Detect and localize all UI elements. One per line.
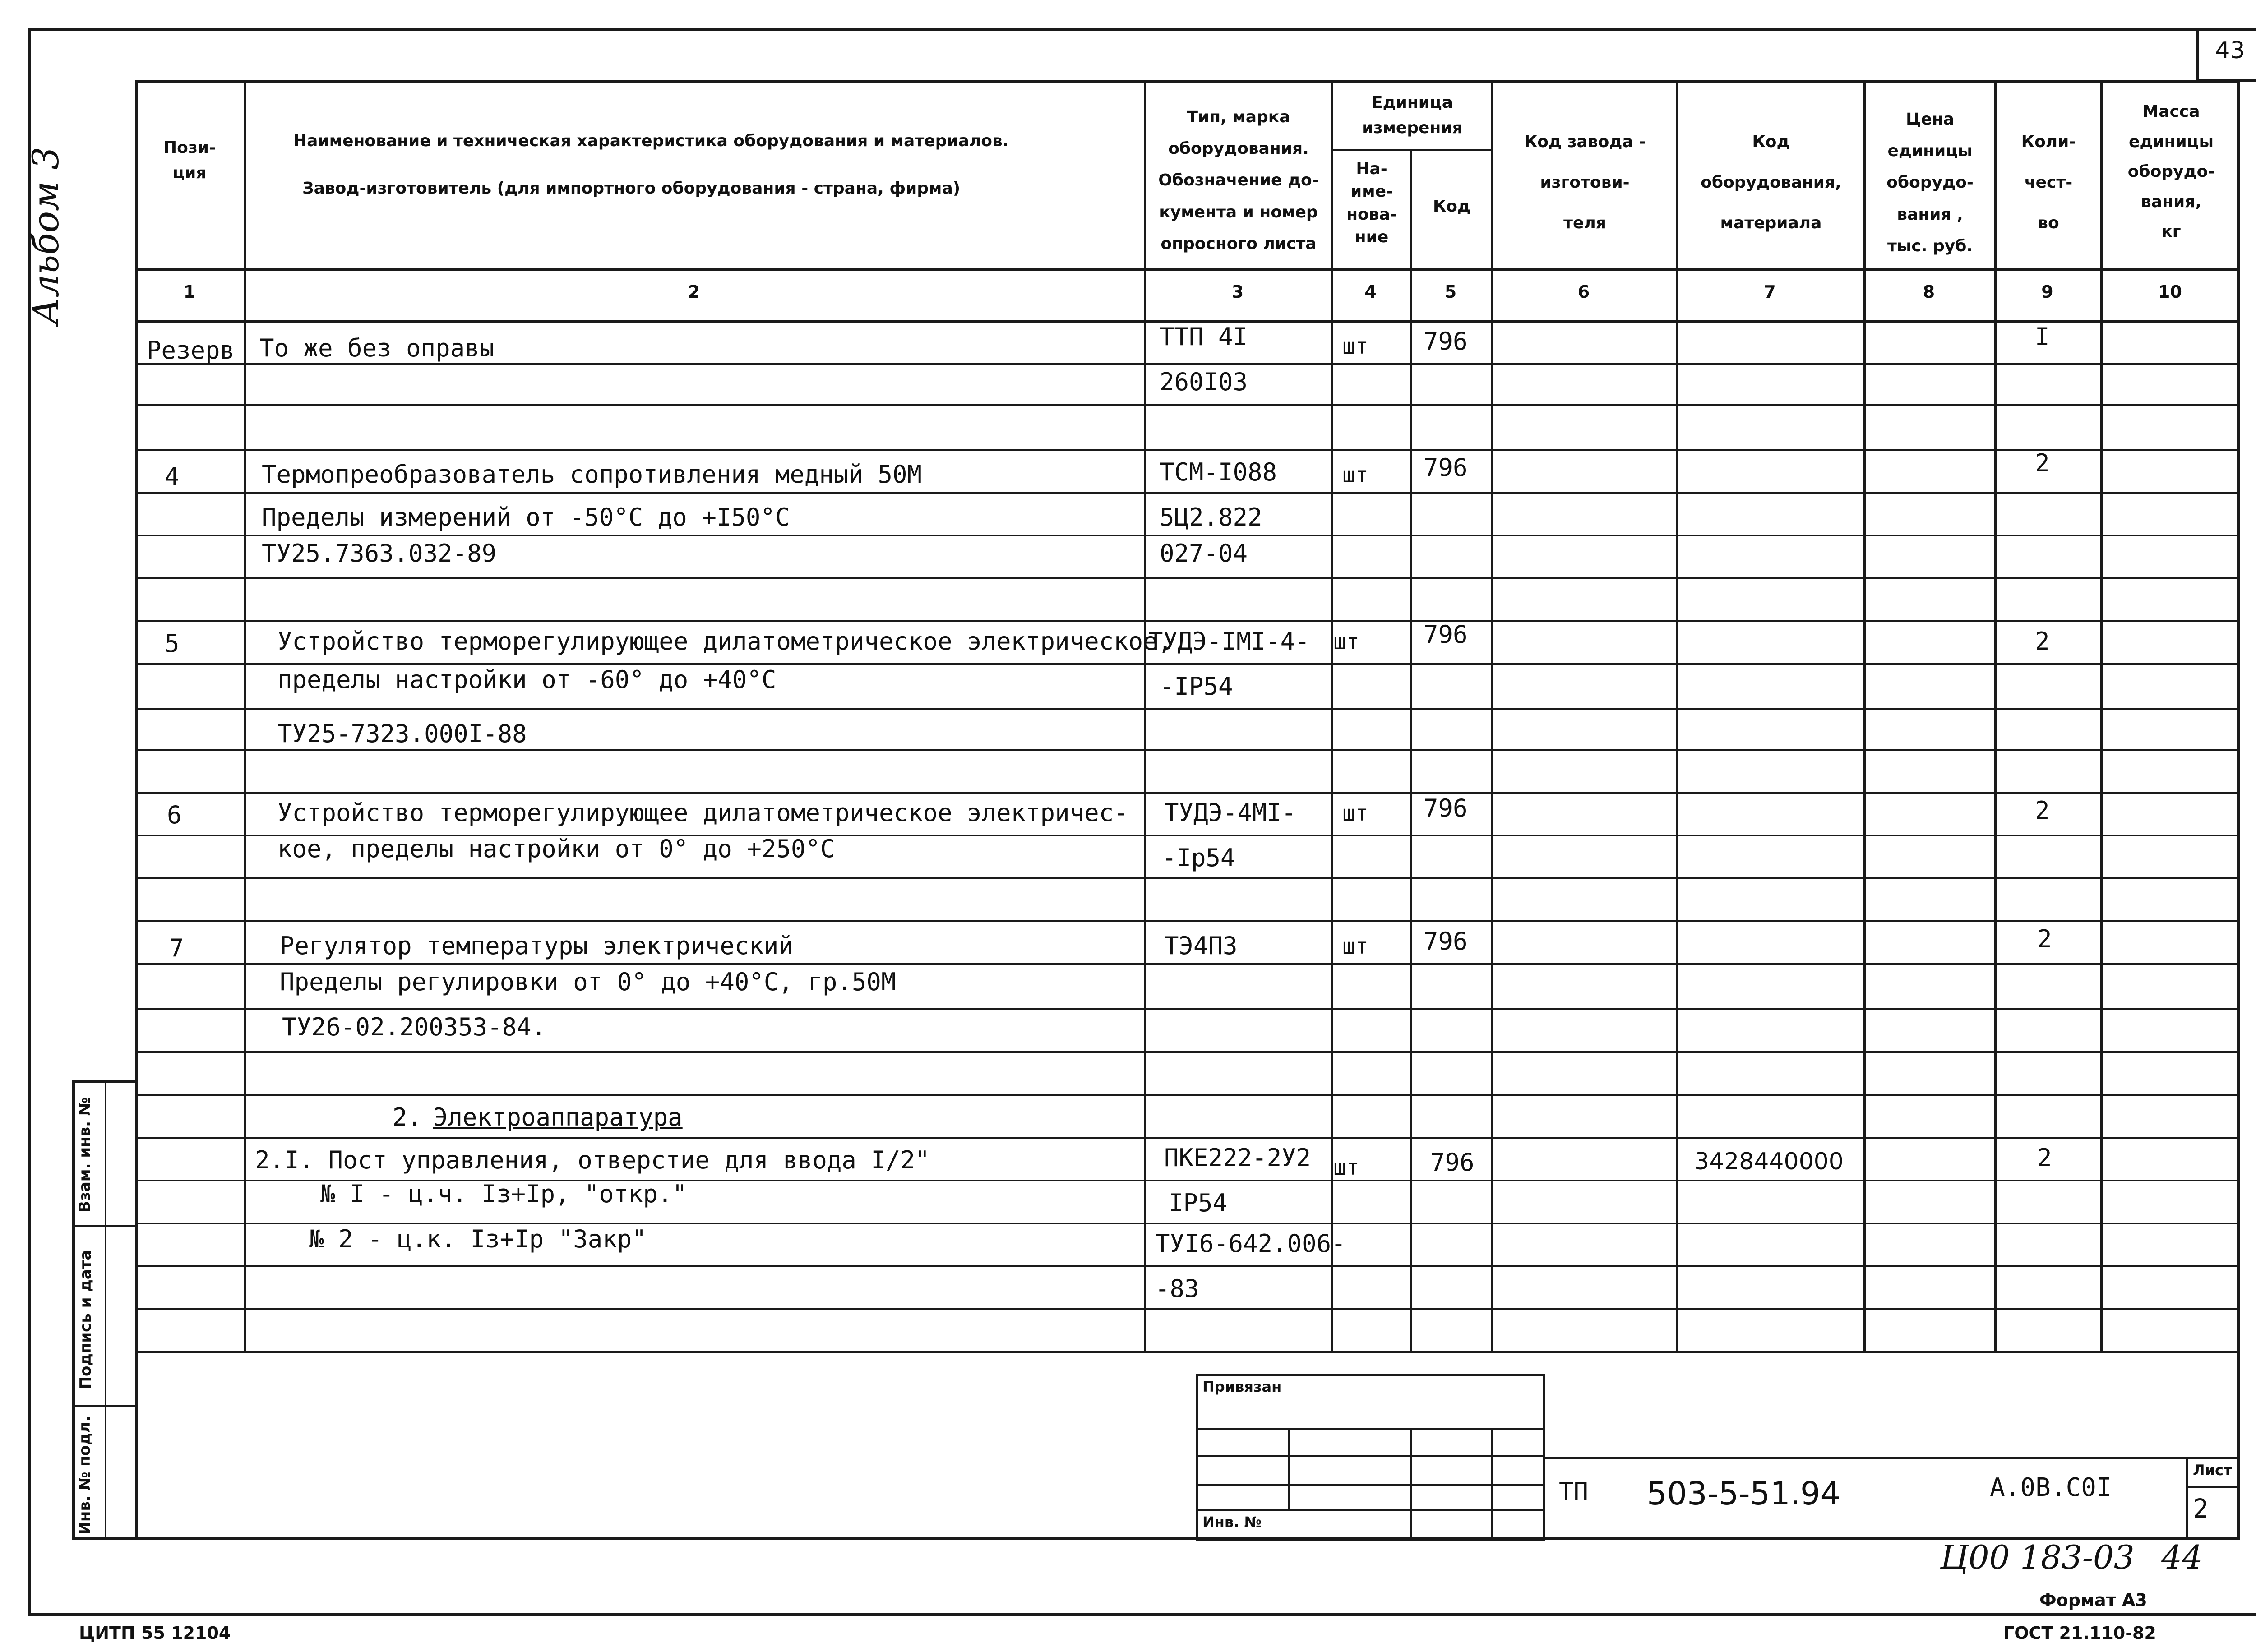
header-name-line2: Завод-изготовитель (для импортного оборудования - страна, фирма) xyxy=(302,179,961,198)
col-num-3: 3 xyxy=(1231,282,1244,302)
col-num-6: 6 xyxy=(1577,282,1590,302)
row-reserve-unit: шт xyxy=(1342,334,1368,359)
row-4-name-3: ТУ25.7363.032-89 xyxy=(262,539,497,568)
header-position: Пози- ция xyxy=(163,138,216,182)
row-reserve-position: Резерв xyxy=(147,336,235,365)
album-label: Альбом 3 xyxy=(25,147,67,325)
row-2-1-type-3: ТУI6-642.006- xyxy=(1155,1229,1346,1258)
stamp-album-code: А.0В.С0I xyxy=(1990,1473,2112,1502)
header-unit-code: Код xyxy=(1433,197,1471,216)
row-7-name-2: Пределы регулировки от 0° до +40°С, гр.50М xyxy=(280,968,896,996)
row-5-type-2: -IP54 xyxy=(1160,672,1233,701)
handwritten-code: Ц00 183-03 xyxy=(1940,1538,2135,1576)
row-5-name-2: пределы настройки от -60° до +40°С xyxy=(277,665,777,694)
col-num-10: 10 xyxy=(2158,282,2182,302)
col-num-7: 7 xyxy=(1764,282,1776,302)
gost-label: ГОСТ 21.110-82 xyxy=(2003,1623,2156,1643)
row-7-name: Регулятор температуры электрический xyxy=(280,932,793,960)
row-5-name-3: ТУ25-7323.000I-88 xyxy=(277,720,527,748)
header-type: Тип, марка оборудования. Обозначение до- кумента и номер опросного листа xyxy=(1158,108,1319,253)
section-number: 2. xyxy=(393,1103,422,1131)
row-5-code: 796 xyxy=(1424,620,1468,649)
header-unit: Единица измерения xyxy=(1362,93,1463,137)
row-2-1-type-2: IP54 xyxy=(1169,1189,1228,1217)
col-num-2: 2 xyxy=(688,282,700,302)
row-4-type: ТСМ-I088 xyxy=(1160,458,1277,486)
page-number-top: 43 xyxy=(2215,37,2245,64)
row-7-code: 796 xyxy=(1424,927,1468,955)
row-reserve-qty: I xyxy=(2035,323,2050,351)
stamp-doc-code: 503-5-51.94 xyxy=(1647,1475,1841,1512)
row-4-code: 796 xyxy=(1424,453,1468,482)
row-2-1-code: 796 xyxy=(1430,1148,1475,1177)
row-2-1-type-4: -83 xyxy=(1155,1274,1199,1303)
row-2-1-name-2: № I - ц.ч. Iз+Iр, "откр." xyxy=(320,1180,687,1208)
row-7-unit: шт xyxy=(1342,934,1368,959)
bottom-left-code: ЦИТП 55 12104 xyxy=(79,1623,231,1643)
row-4-unit: шт xyxy=(1342,462,1368,488)
row-reserve-type: ТТП 4I xyxy=(1160,323,1248,351)
side-podpis: Подпись и дата xyxy=(77,1250,95,1389)
stamp-tp: ТП xyxy=(1559,1477,1589,1506)
row-6-type: ТУДЭ-4МI- xyxy=(1164,798,1296,827)
row-reserve-name: То же без оправы xyxy=(259,334,495,362)
row-reserve-code: 796 xyxy=(1424,327,1468,355)
header-quantity: Коли- чест- во xyxy=(2021,133,2076,232)
handwritten-page: 44 xyxy=(2161,1538,2203,1576)
row-2-1-name: 2.I. Пост управления, отверстие для ввода I/2" xyxy=(255,1146,930,1174)
col-num-9: 9 xyxy=(2041,282,2053,302)
row-6-qty: 2 xyxy=(2035,796,2050,825)
stamp-privyazan: Привязан xyxy=(1202,1378,1282,1395)
header-factory-code: Код завода - изготови- теля xyxy=(1524,133,1646,232)
row-6-name-2: кое, пределы настройки от 0° до +250°С xyxy=(277,835,835,863)
row-7-position: 7 xyxy=(169,934,184,962)
col-num-5: 5 xyxy=(1444,282,1457,302)
header-unit-name: На- име- нова- ние xyxy=(1346,160,1397,247)
header-material-code: Код оборудования, материала xyxy=(1701,133,1841,232)
row-5-type: ТУДЭ-IMI-4- xyxy=(1148,627,1310,655)
row-4-qty: 2 xyxy=(2035,449,2050,477)
format-label: Формат А3 xyxy=(2039,1590,2147,1610)
row-5-qty: 2 xyxy=(2035,627,2050,655)
row-5-unit: шт xyxy=(1333,629,1359,655)
row-4-position: 4 xyxy=(165,462,180,491)
row-6-name: Устройство терморегулирующее дилатометрическое электричес- xyxy=(277,798,1128,827)
row-5-position: 5 xyxy=(165,629,180,658)
row-7-type: ТЭ4ПЗ xyxy=(1164,932,1238,960)
row-6-code: 796 xyxy=(1424,794,1468,822)
header-name-line1: Наименование и техническая характеристика оборудования и материалов. xyxy=(293,132,1009,150)
section-title: Электроаппаратура xyxy=(433,1103,683,1131)
row-4-type-2: 5Ц2.822 xyxy=(1160,503,1262,531)
row-2-1-qty: 2 xyxy=(2037,1144,2052,1172)
col-num-4: 4 xyxy=(1364,282,1377,302)
side-vzam: Взам. инв. № xyxy=(76,1097,94,1213)
col-num-1: 1 xyxy=(183,282,196,302)
row-5-name: Устройство терморегулирующее дилатометрическое электрическое, xyxy=(277,627,1173,655)
header-price: Цена единицы оборудо- вания , тыс. руб. xyxy=(1886,110,1974,255)
stamp-list-label: Лист xyxy=(2193,1462,2232,1479)
stamp-inv-no: Инв. № xyxy=(1202,1514,1262,1531)
row-2-1-material-code: 3428440000 xyxy=(1694,1148,1844,1175)
col-num-8: 8 xyxy=(1923,282,1935,302)
row-4-name: Термопреобразователь сопротивления медный 50М xyxy=(262,460,922,489)
row-4-type-3: 027-04 xyxy=(1160,539,1248,568)
row-2-1-unit: шт xyxy=(1333,1155,1359,1180)
row-2-1-name-3: № 2 - ц.к. Iз+Iр "Закр" xyxy=(309,1225,647,1253)
row-7-name-3: ТУ26-02.200353-84. xyxy=(282,1013,546,1041)
row-6-unit: шт xyxy=(1342,801,1368,826)
header-mass: Масса единицы оборудо- вания, кг xyxy=(2127,102,2215,241)
side-inv-podl: Инв. № подл. xyxy=(76,1416,94,1535)
row-2-1-type: ПКЕ222-2У2 xyxy=(1164,1144,1311,1172)
row-4-name-2: Пределы измерений от -50°С до +I50°С xyxy=(262,503,790,531)
row-6-position: 6 xyxy=(167,801,182,829)
row-6-type-2: -Ip54 xyxy=(1162,844,1235,872)
row-reserve-type-2: 260I03 xyxy=(1160,368,1248,396)
stamp-list-value: 2 xyxy=(2193,1493,2209,1524)
row-7-qty: 2 xyxy=(2037,925,2052,953)
